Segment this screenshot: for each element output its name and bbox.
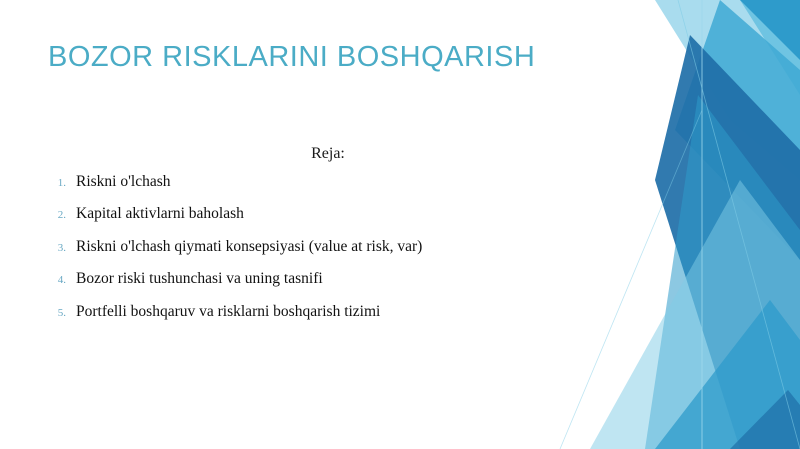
agenda-label: Reja:	[311, 145, 345, 162]
list-item-number: 3.	[57, 241, 66, 254]
list-item	[30, 269, 650, 288]
list-item-number: 5.	[57, 306, 66, 319]
list-item-label: Riskni o'lchash qiymati konsepsiyasi (value at risk, var)	[76, 237, 423, 255]
list-item-label: Kapital aktivlarni baholash	[76, 205, 244, 223]
list-item-number: 4.	[57, 274, 66, 287]
list-item-label: Riskni o'lchash	[76, 173, 171, 190]
list-item	[30, 172, 650, 191]
page-title: BOZOR RISKLARINI BOSHQARISH	[48, 41, 536, 73]
list-item	[30, 237, 650, 256]
list-item-number: 1.	[57, 177, 66, 189]
list-item	[30, 204, 650, 223]
list-item	[30, 302, 650, 321]
list-item-label: Bozor riski tushunchasi va uning tasnifi	[76, 270, 323, 288]
agenda-list	[30, 172, 650, 334]
list-item-number: 2.	[57, 209, 66, 222]
list-item-label: Portfelli boshqaruv va risklarni boshqarish tizimi	[76, 302, 381, 320]
